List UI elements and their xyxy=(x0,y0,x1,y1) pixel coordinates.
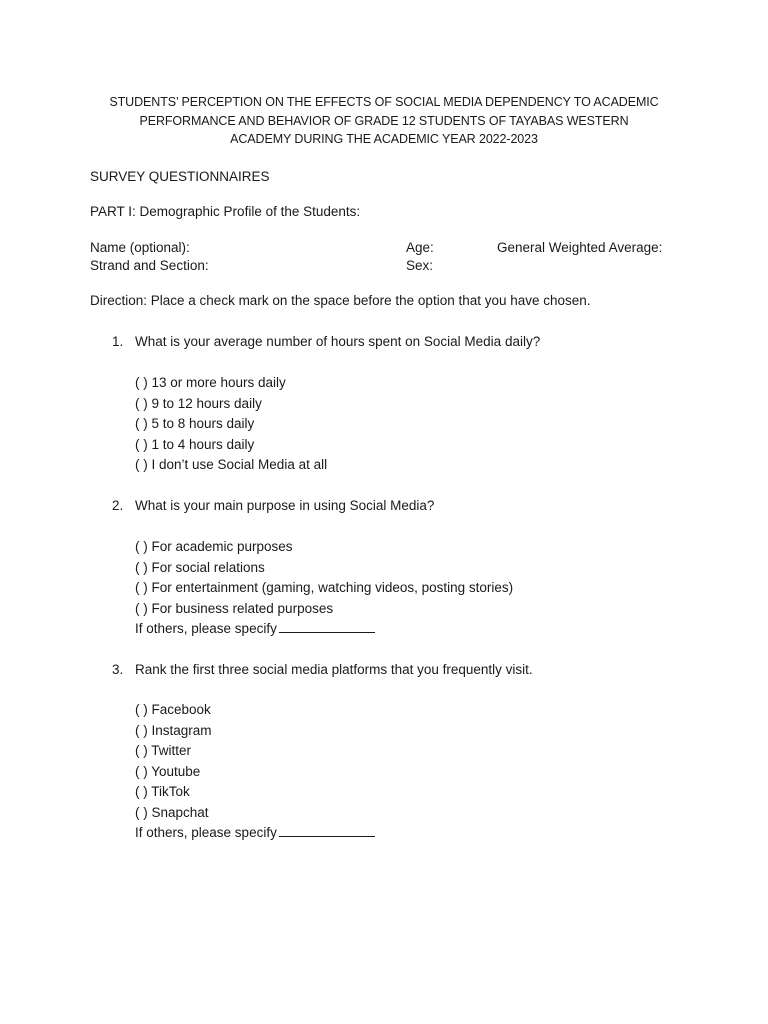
document-title xyxy=(0,93,768,149)
question-2-options xyxy=(135,537,513,640)
question-1-options xyxy=(135,373,327,476)
others-specify-row xyxy=(135,823,375,844)
others-label: If others, please specify xyxy=(135,825,277,840)
option-item[interactable]: ( ) 1 to 4 hours daily xyxy=(135,436,255,452)
question-3 xyxy=(112,661,533,679)
age-label: Age: xyxy=(406,240,434,255)
option-item[interactable]: ( ) Facebook xyxy=(135,702,211,717)
option-item[interactable]: ( ) 5 to 8 hours daily xyxy=(135,416,255,431)
part1-heading: PART I: Demographic Profile of the Students: xyxy=(90,204,361,219)
strand-section-label: Strand and Section: xyxy=(90,258,209,273)
question-number: 2. xyxy=(112,498,124,513)
title-line-1: STUDENTS’ PERCEPTION ON THE EFFECTS OF SOCIAL MEDIA DEPENDENCY TO ACADEMIC xyxy=(109,95,659,109)
title-line-2: PERFORMANCE AND BEHAVIOR OF GRADE 12 STUDENTS OF TAYABAS WESTERN xyxy=(139,113,629,128)
option-item[interactable]: ( ) I don’t use Social Media at all xyxy=(135,457,328,472)
question-text: Rank the first three social media platforms that you frequently visit. xyxy=(135,662,533,677)
others-blank-line[interactable] xyxy=(279,620,375,633)
option-item[interactable]: ( ) Youtube xyxy=(135,763,201,779)
others-blank-line[interactable] xyxy=(279,824,375,837)
others-label: If others, please specify xyxy=(135,621,277,636)
option-item[interactable]: ( ) 13 or more hours daily xyxy=(135,375,286,390)
question-text: What is your main purpose in using Social Media? xyxy=(135,498,435,513)
question-text: What is your average number of hours spent on Social Media daily? xyxy=(135,334,541,349)
survey-heading: SURVEY QUESTIONNAIRES xyxy=(90,169,270,184)
option-item[interactable]: ( ) Instagram xyxy=(135,722,212,738)
title-line-3: ACADEMY DURING THE ACADEMIC YEAR 2022-2023 xyxy=(230,132,538,146)
option-item[interactable]: ( ) For entertainment (gaming, watching videos, posting stories) xyxy=(135,580,514,595)
sex-label: Sex: xyxy=(406,258,434,273)
name-label: Name (optional): xyxy=(90,240,190,255)
others-specify-row xyxy=(135,619,513,640)
option-item[interactable]: ( ) For business related purposes xyxy=(135,600,334,616)
option-item[interactable]: ( ) For social relations xyxy=(135,559,265,575)
option-item[interactable]: ( ) Twitter xyxy=(135,743,192,758)
option-item[interactable]: ( ) For academic purposes xyxy=(135,539,293,554)
question-2 xyxy=(112,497,434,515)
question-number: 1. xyxy=(112,334,124,349)
direction-text: Direction: Place a check mark on the space before the option that you have chosen. xyxy=(90,293,591,308)
option-item[interactable]: ( ) 9 to 12 hours daily xyxy=(135,395,262,411)
option-item[interactable]: ( ) Snapchat xyxy=(135,804,209,820)
question-1 xyxy=(112,333,540,351)
question-number: 3. xyxy=(112,662,124,677)
option-item[interactable]: ( ) TikTok xyxy=(135,784,190,799)
question-3-options xyxy=(135,700,375,844)
gwa-label: General Weighted Average: xyxy=(497,240,663,255)
